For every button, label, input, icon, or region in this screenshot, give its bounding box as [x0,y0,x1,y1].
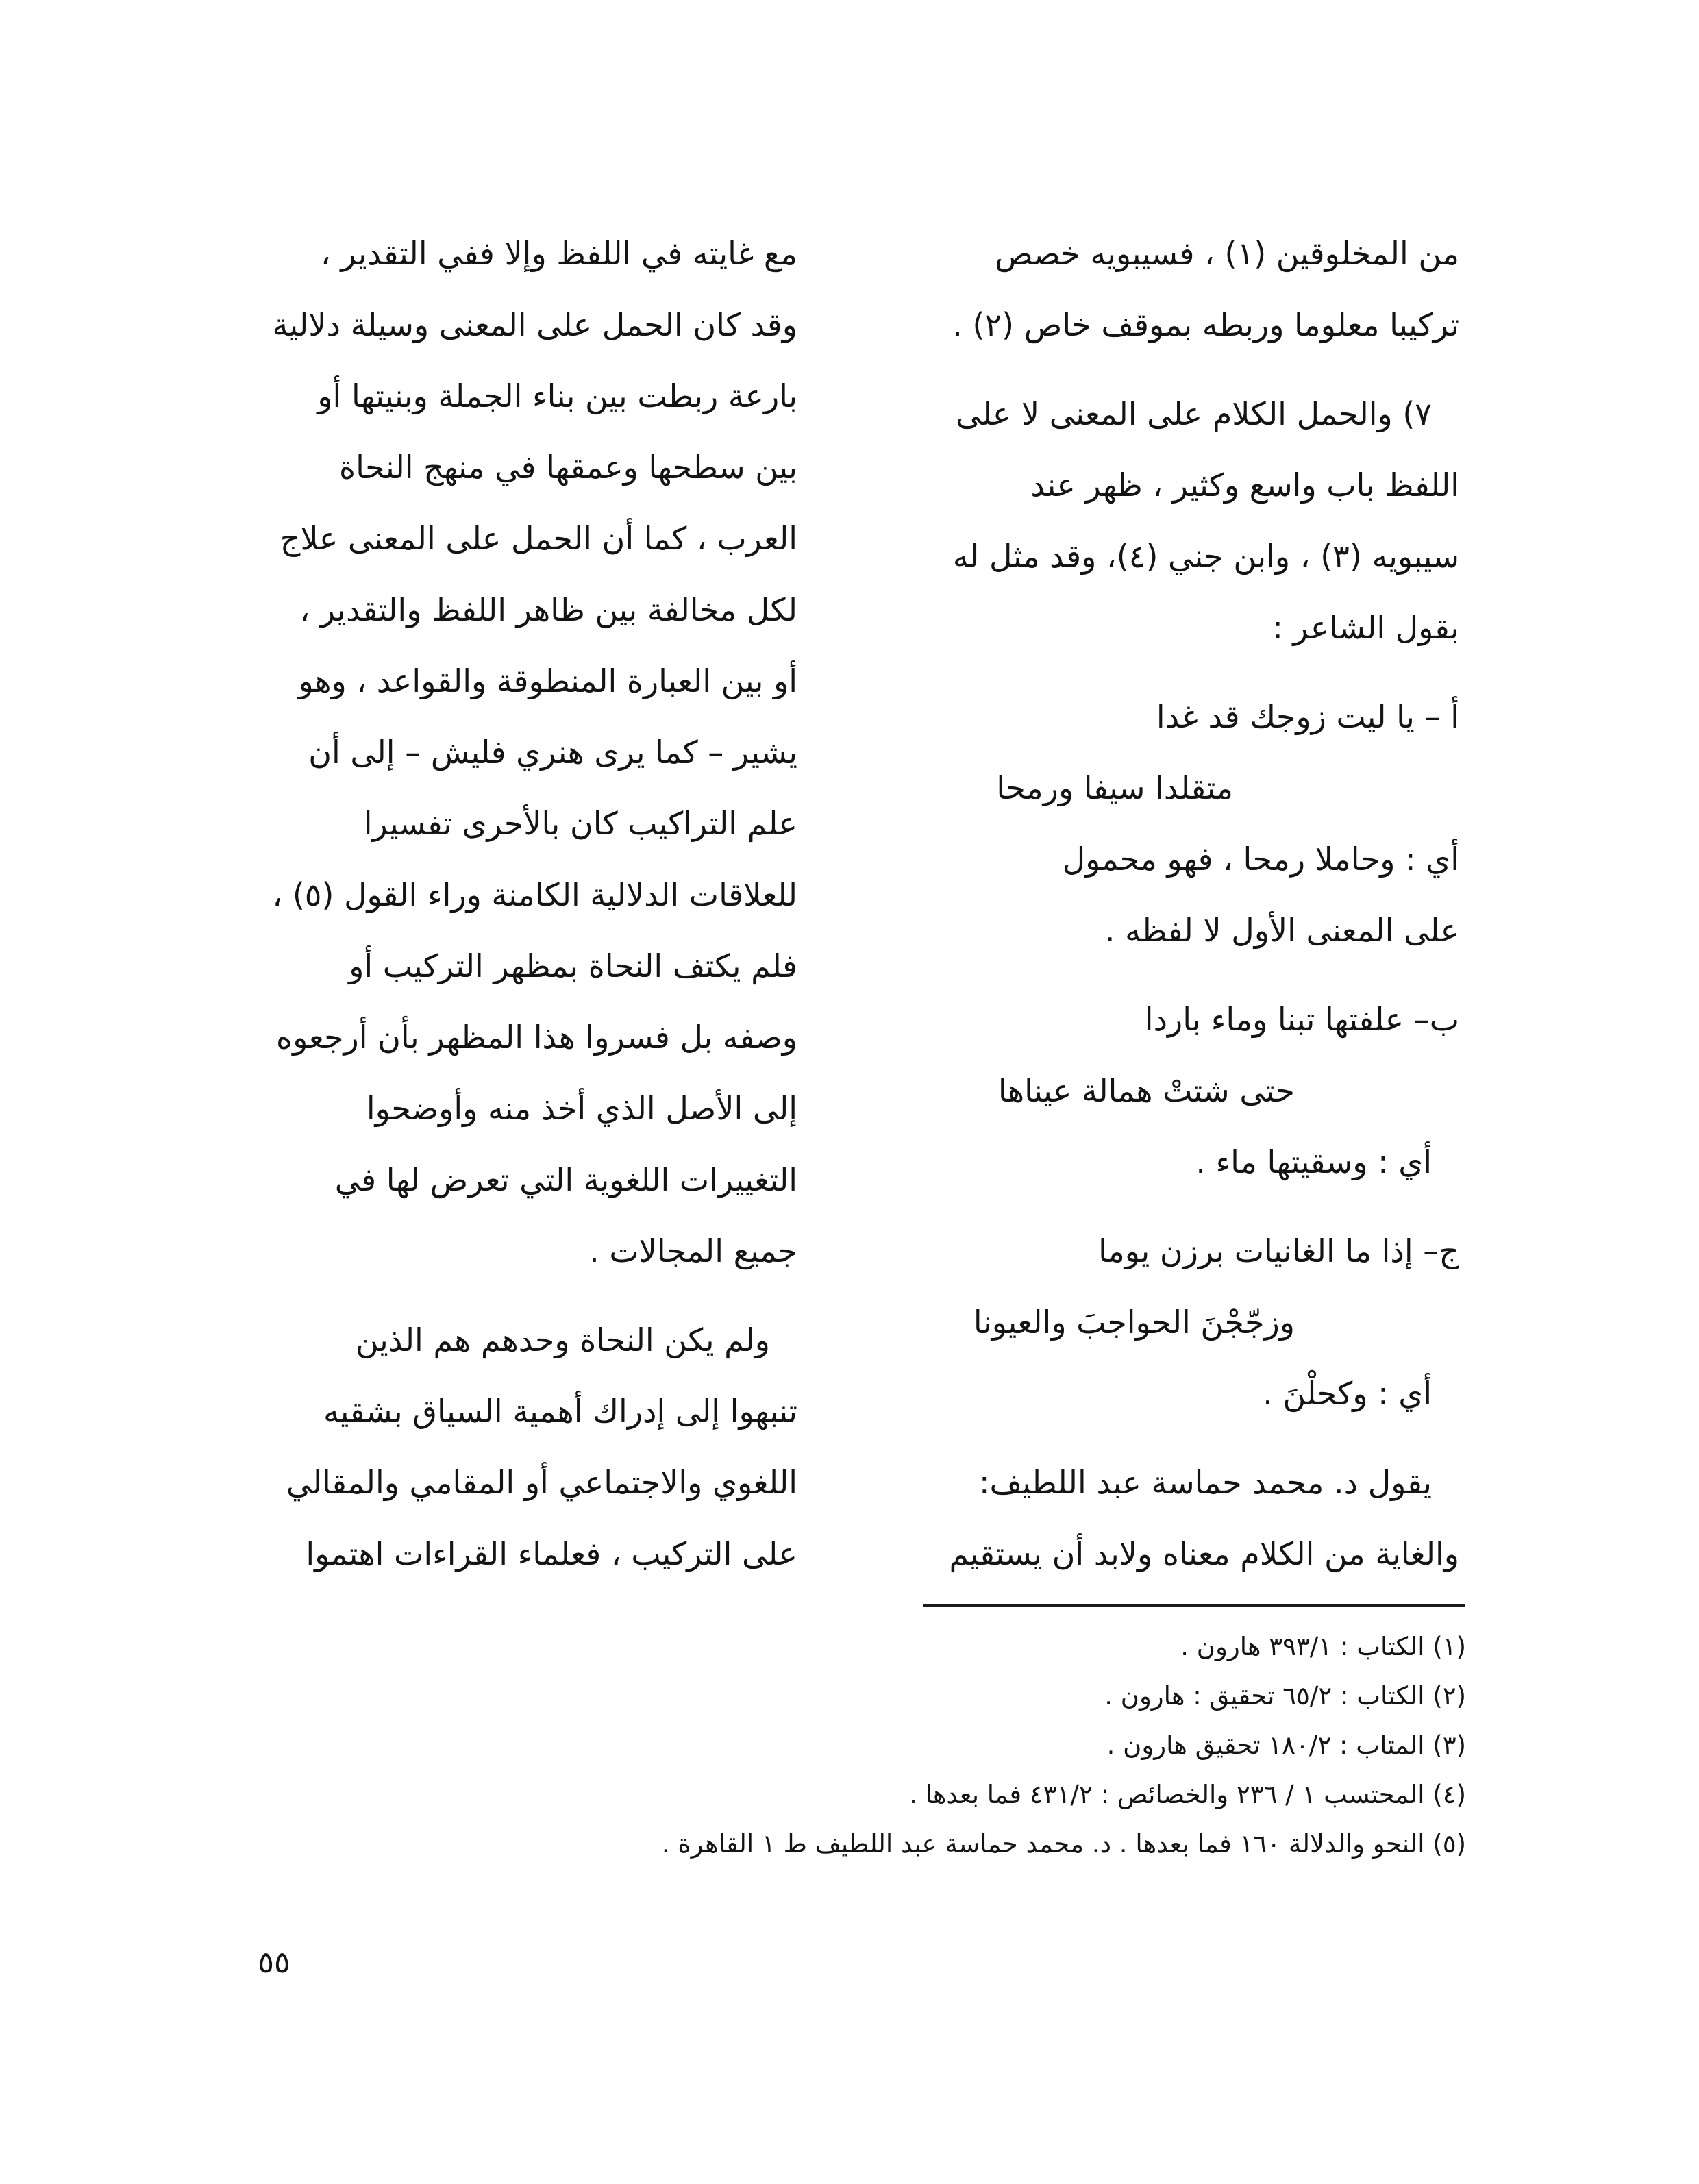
text-line: وصفه بل فسروا هذا المظهر بأن أرجعوه [276,1019,797,1056]
text-line: سيبويه (٣) ، وابن جني (٤)، وقد مثل له [952,538,1459,575]
text-line: للعلاقات الدلالية الكامنة وراء القول (٥) ، [272,876,797,913]
text-line: فلم يكتف النحاة بمظهر التركيب أو [349,947,797,984]
footnote-item: (١) الكتاب : ٣٩٣/١ هارون . [1180,1632,1466,1661]
footnote-item: (٤) المحتسب ١ / ٢٣٦ والخصائص : ٤٣١/٢ فما بعدها . [909,1780,1466,1809]
text-line: تركيبا معلوما وربطه بموقف خاص (٢) . [952,306,1459,343]
text-line: جميع المجالات . [589,1232,797,1269]
text-line: من المخلوقين (١) ، فسيبويه خصص [995,235,1459,272]
footnote-item: (٢) الكتاب : ٦٥/٢ تحقيق : هارون . [1104,1681,1466,1711]
text-line: لكل مخالفة بين ظاهر اللفظ والتقدير ، [299,591,797,628]
text-line: على المعنى الأول لا لفظه . [1104,912,1459,949]
verse-line: حتى شتتْ همالة عيناها [997,1072,1295,1109]
text-line: العرب ، كما أن الحمل على المعنى علاج [280,520,797,557]
text-line: إلى الأصل الذي أخذ منه وأوضحوا [366,1090,797,1127]
text-line: على التركيب ، فعلماء القراءات اهتموا [306,1535,797,1572]
text-line: أي : وحاملا رمحا ، فهو محمول [1062,841,1459,878]
text-line: التغييرات اللغوية التي تعرض لها في [334,1161,797,1198]
verse-line: وزجّجْنَ الحواجبَ والعيونا [973,1304,1295,1341]
text-line: أي : وسقيتها ماء . [1195,1143,1432,1180]
text-line: بارعة ربطت بين بناء الجملة وبنيتها أو [317,377,797,414]
right-text-column [911,218,1459,1589]
footnote-item: (٣) المتاب : ١٨٠/٢ تحقيق هارون . [1106,1730,1466,1760]
text-line: والغاية من الكلام معناه ولابد أن يستقيم [949,1535,1459,1572]
text-line: اللفظ باب واسع وكثير ، ظهر عند [1030,467,1459,504]
verse-line: متقلدا سيفا ورمحا [996,769,1233,806]
text-line: ولم يكن النحاة وحدهم هم الذين [356,1321,770,1358]
text-line: يشير – كما يرى هنري فليش – إلى أن [308,734,797,771]
text-line: بقول الشاعر : [1272,609,1459,646]
left-text-column [249,218,797,1589]
text-line: بين سطحها وعمقها في منهج النحاة [339,449,797,486]
text-line: اللغوي والاجتماعي أو المقامي والمقالي [286,1464,797,1501]
footnote-item: (٥) النحو والدلالة ١٦٠ فما بعدها . د. محمد حماسة عبد اللطيف ط ١ القاهرة . [661,1829,1466,1859]
text-line: يقول د. محمد حماسة عبد اللطيف: [978,1464,1432,1501]
text-line: مع غايته في اللفظ وإلا ففي التقدير ، [320,235,797,272]
text-line: ٧) والحمل الكلام على المعنى لا على [956,395,1432,432]
verse-line: أ – يا ليت زوجك قد غدا [1156,698,1459,735]
footnote-divider [923,1604,1465,1607]
verse-line: ج– إذا ما الغانيات برزن يوما [1098,1232,1459,1269]
text-line: تنبهوا إلى إدراك أهمية السياق بشقيه [323,1393,797,1430]
verse-line: ب– علفتها تبنا وماء باردا [1144,1001,1459,1038]
text-line: أي : وكحلْنَ . [1263,1375,1432,1412]
text-line: علم التراكيب كان بالأحرى تفسيرا [363,805,797,842]
text-line: وقد كان الحمل على المعنى وسيلة دلالية [272,306,797,343]
text-line: أو بين العبارة المنطوقة والقواعد ، وهو [298,662,797,699]
page-number: ٥٥ [258,1945,290,1980]
footnotes [480,1622,1466,1869]
